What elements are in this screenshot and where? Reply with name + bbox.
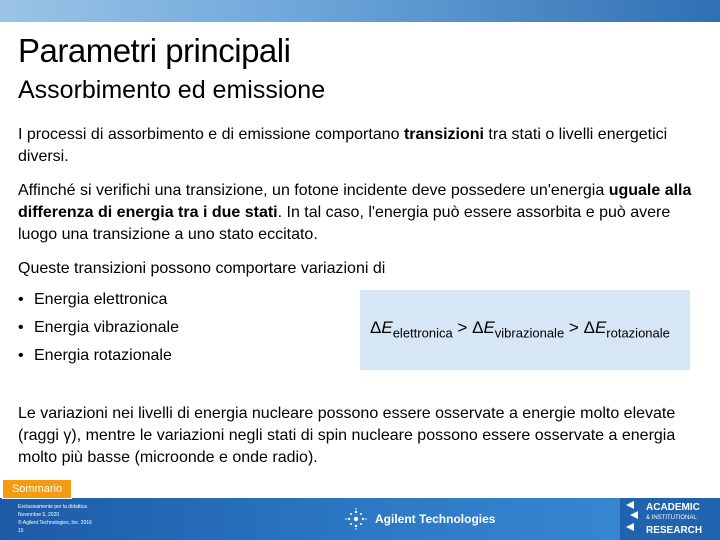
p4-text-end: ), mentre le variazioni negli stati di spin nucleare possono essere osservate a energia molto più basse (microonde e onde radio).: [18, 427, 676, 466]
sub-electronic: elettronica: [392, 325, 453, 341]
bullet-label: Energia rotazionale: [34, 347, 172, 364]
delta-symbol: Δ: [370, 318, 382, 337]
spark-icon: [345, 508, 367, 530]
list-item: [18, 286, 179, 314]
p2-text-end: . In tal caso, l'energia può essere assorbita e può avere luogo una transizione a uno stato eccitato.: [18, 204, 671, 243]
energy-formula: [370, 318, 670, 340]
academic-research-badge: [620, 498, 720, 540]
p1-text-end: tra stati o livelli energetici diversi.: [18, 126, 668, 165]
paragraph-nuclear: [18, 403, 708, 469]
delta-symbol: Δ: [583, 318, 595, 337]
bullet-label: Energia vibrazionale: [34, 319, 179, 336]
p4-text: Le variazioni nei livelli di energia nucleare possono essere osservate a energie molto elevate (raggi: [18, 405, 676, 444]
p2-text: Affinché si verifichi una transizione, un fotone incidente deve possedere un'energia: [18, 182, 609, 199]
footer-date: Novembre 5, 2020: [18, 512, 60, 518]
badge-line-research: RESEARCH: [646, 525, 703, 536]
badge-line-institutional: & INSTITUTIONAL: [646, 515, 697, 521]
p1-bold: transizioni: [403, 126, 484, 143]
gt-symbol: >: [457, 318, 468, 337]
footer-note: [18, 503, 92, 535]
energy-formula-box: [360, 290, 690, 370]
arrows-icon: [624, 501, 644, 537]
sommario-button[interactable]: Sommario: [2, 479, 72, 499]
badge-line-academic: ACADEMIC: [646, 502, 700, 513]
gt-symbol: >: [568, 318, 579, 337]
energy-symbol: E: [483, 318, 495, 337]
bullet-icon: •: [18, 291, 24, 308]
bullet-list: [18, 286, 179, 370]
paragraph-variations: Queste transizioni possono comportare variazioni di: [18, 260, 386, 277]
energy-symbol: E: [594, 318, 607, 337]
bullet-label: Energia elettronica: [34, 291, 168, 308]
list-item: [18, 342, 179, 370]
delta-symbol: Δ: [472, 318, 484, 337]
slide-subtitle: Assorbimento ed emissione: [18, 76, 326, 104]
sub-rotational: rotazionale: [606, 325, 670, 341]
sub-vibrational: vibrazionale: [494, 325, 565, 341]
paragraph-photon: [18, 180, 708, 246]
paragraph-transitions: [18, 124, 708, 168]
slide-title: Parametri principali: [18, 32, 291, 69]
top-banner: [0, 0, 720, 22]
footer-copyright: © Agilent Technologies, Inc. 2016: [18, 520, 92, 526]
agilent-logo: [345, 508, 495, 530]
p2-bold: uguale alla differenza di energia tra i due stati: [18, 182, 692, 221]
p1-text: I processi di assorbimento e di emissione comportano: [18, 126, 404, 143]
energy-symbol: E: [381, 318, 393, 337]
bullet-icon: •: [18, 347, 24, 364]
bullet-icon: •: [18, 319, 24, 336]
list-item: [18, 314, 179, 342]
page-number: 15: [18, 528, 24, 534]
logo-text: Agilent Technologies: [375, 512, 496, 526]
footer-note-line: Esclusivamente per la didattica: [18, 504, 87, 510]
gamma-symbol: γ: [63, 427, 72, 444]
